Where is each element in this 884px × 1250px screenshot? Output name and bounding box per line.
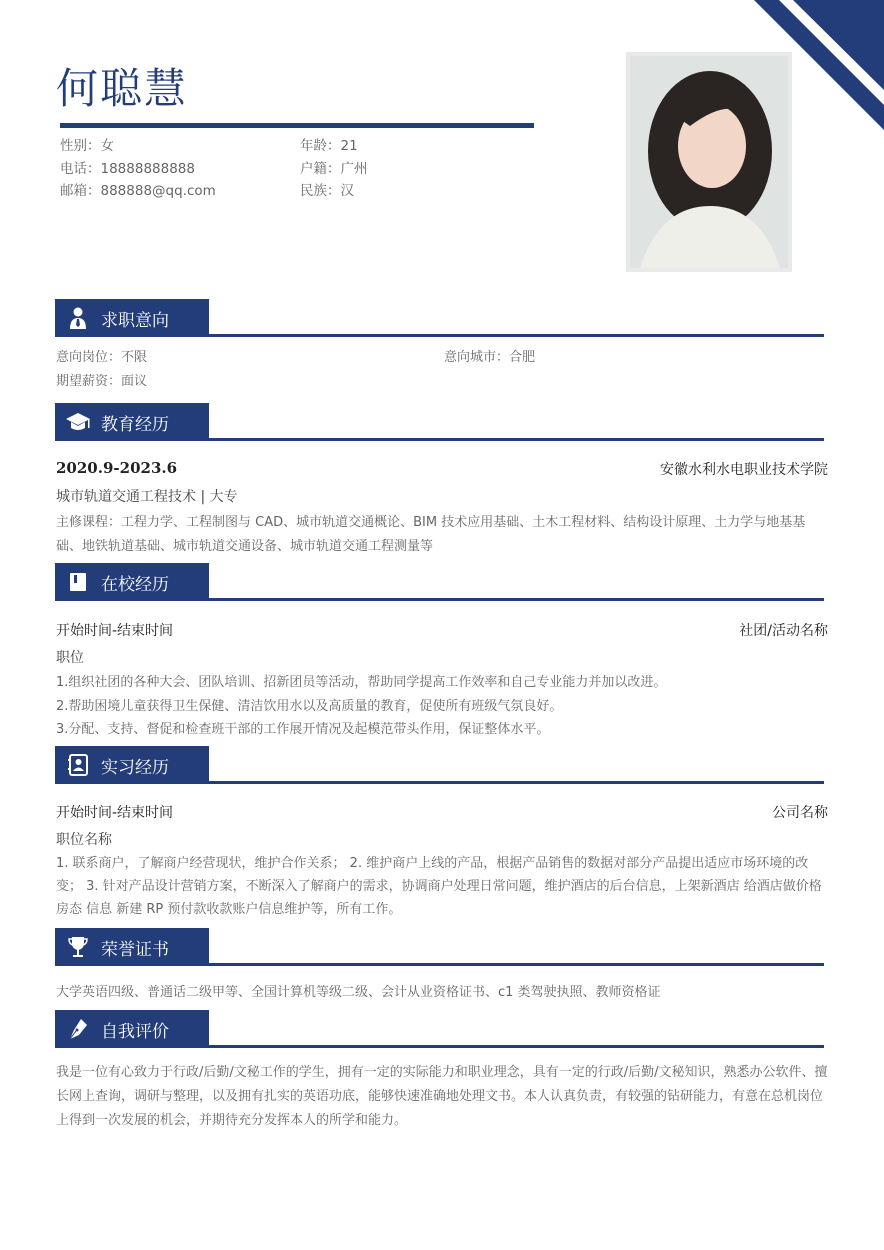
intent-salary: 期望薪资：面议 [56,373,148,389]
section-honors [55,928,824,966]
graduation-cap-icon [65,411,91,433]
section-education [55,403,824,441]
section-title: 在校经历 [101,574,169,595]
candidate-name: 何聪慧 [56,64,189,113]
gender: 性别：女 [60,138,114,154]
section-internship [55,746,824,784]
hometown: 户籍：广州 [300,160,368,177]
intent-position: 意向岗位：不限 [56,350,148,365]
age: 年龄：21 [300,138,358,154]
honors-text: 大学英语四级、普通话二级甲等、全国计算机等级二级、会计从业资格证书、c1 类驾驶执照、教师资格证 [56,985,661,1000]
basic-info-right [300,135,368,203]
name-divider [60,123,534,128]
section-campus [55,563,824,601]
intern-date: 开始时间-结束时间 [56,805,174,821]
school-name: 安徽水利水电职业技术学院 [660,462,828,478]
profile-photo [626,52,792,272]
campus-item: 3.分配、支持、督促和检查班干部的工作展开情况及起模范带头作用，保证整体水平。 [56,722,550,737]
campus-org: 社团/活动名称 [739,623,828,639]
intern-description: 1. 联系商户，了解商户经营现状，维护合作关系； 2. 维护商户上线的产品，根据产品销售的数据对部分产品提出适应市场环境的改变； 3. 针对产品设计营销方案，不断深入了解商户的需求，协调商户处理日常问题，维护酒店的后台信息，上架新酒店 给酒店做价格 房态 信息 新建 RP 预付款收款账户信息维护等，所有工作。 [56,856,822,917]
campus-item: 1.组织社团的各种大会、团队培训、招新团员等活动，帮助同学提高工作效率和自己专业能力并加以改进。 [56,675,667,690]
section-title: 教育经历 [101,414,169,435]
intent-details [56,346,828,393]
campus-item: 2.帮助困境儿童获得卫生保健、清洁饮用水以及高质量的教育，促使所有班级气氛良好。 [56,698,563,714]
intern-role: 职位名称 [56,832,112,848]
email: 邮箱：888888@qq.com [60,183,216,199]
education-date: 2020.9-2023.6 [56,459,178,477]
intent-city: 意向城市：合肥 [444,350,536,365]
contact-card-icon [65,754,91,776]
section-self-evaluation [55,1010,824,1048]
section-title: 荣誉证书 [101,939,169,960]
section-title: 求职意向 [101,310,169,331]
campus-items [56,671,828,742]
trophy-icon [65,936,91,958]
self-evaluation-text: 我是一位有心致力于行政/后勤/文秘工作的学生，拥有一定的实际能力和职业理念，具有一定的行政/后勤/文秘知识，熟悉办公软件、擅长网上查询，调研与整理，以及拥有扎实的英语功底，能够快速准确地处理文书。本人认真负责，有较强的钻研能力，有意在总机岗位上得到一次发展的机会，并期待充分发挥本人的所学和能力。 [56,1065,828,1128]
section-title: 自我评价 [101,1021,169,1042]
ethnicity: 民族：汉 [300,183,354,199]
person-tie-icon [65,307,91,329]
campus-role: 职位 [56,650,84,666]
major: 城市轨道交通工程技术 | 大专 [56,489,238,505]
courses: 主修课程：工程力学、工程制图与 CAD、城市轨道交通概论、BIM 技术应用基础、土木工程材料、结构设计原理、土力学与地基基础、地铁轨道基础、城市轨道交通设备、城市轨道交通工程测量等 [56,515,806,554]
pen-icon [65,1018,91,1040]
section-title: 实习经历 [101,757,169,778]
basic-info-left [60,135,216,203]
book-icon [65,571,91,593]
company-name: 公司名称 [772,805,828,821]
phone: 电话：18888888888 [60,160,195,177]
campus-date: 开始时间-结束时间 [56,623,174,639]
section-job-intent [55,299,824,337]
